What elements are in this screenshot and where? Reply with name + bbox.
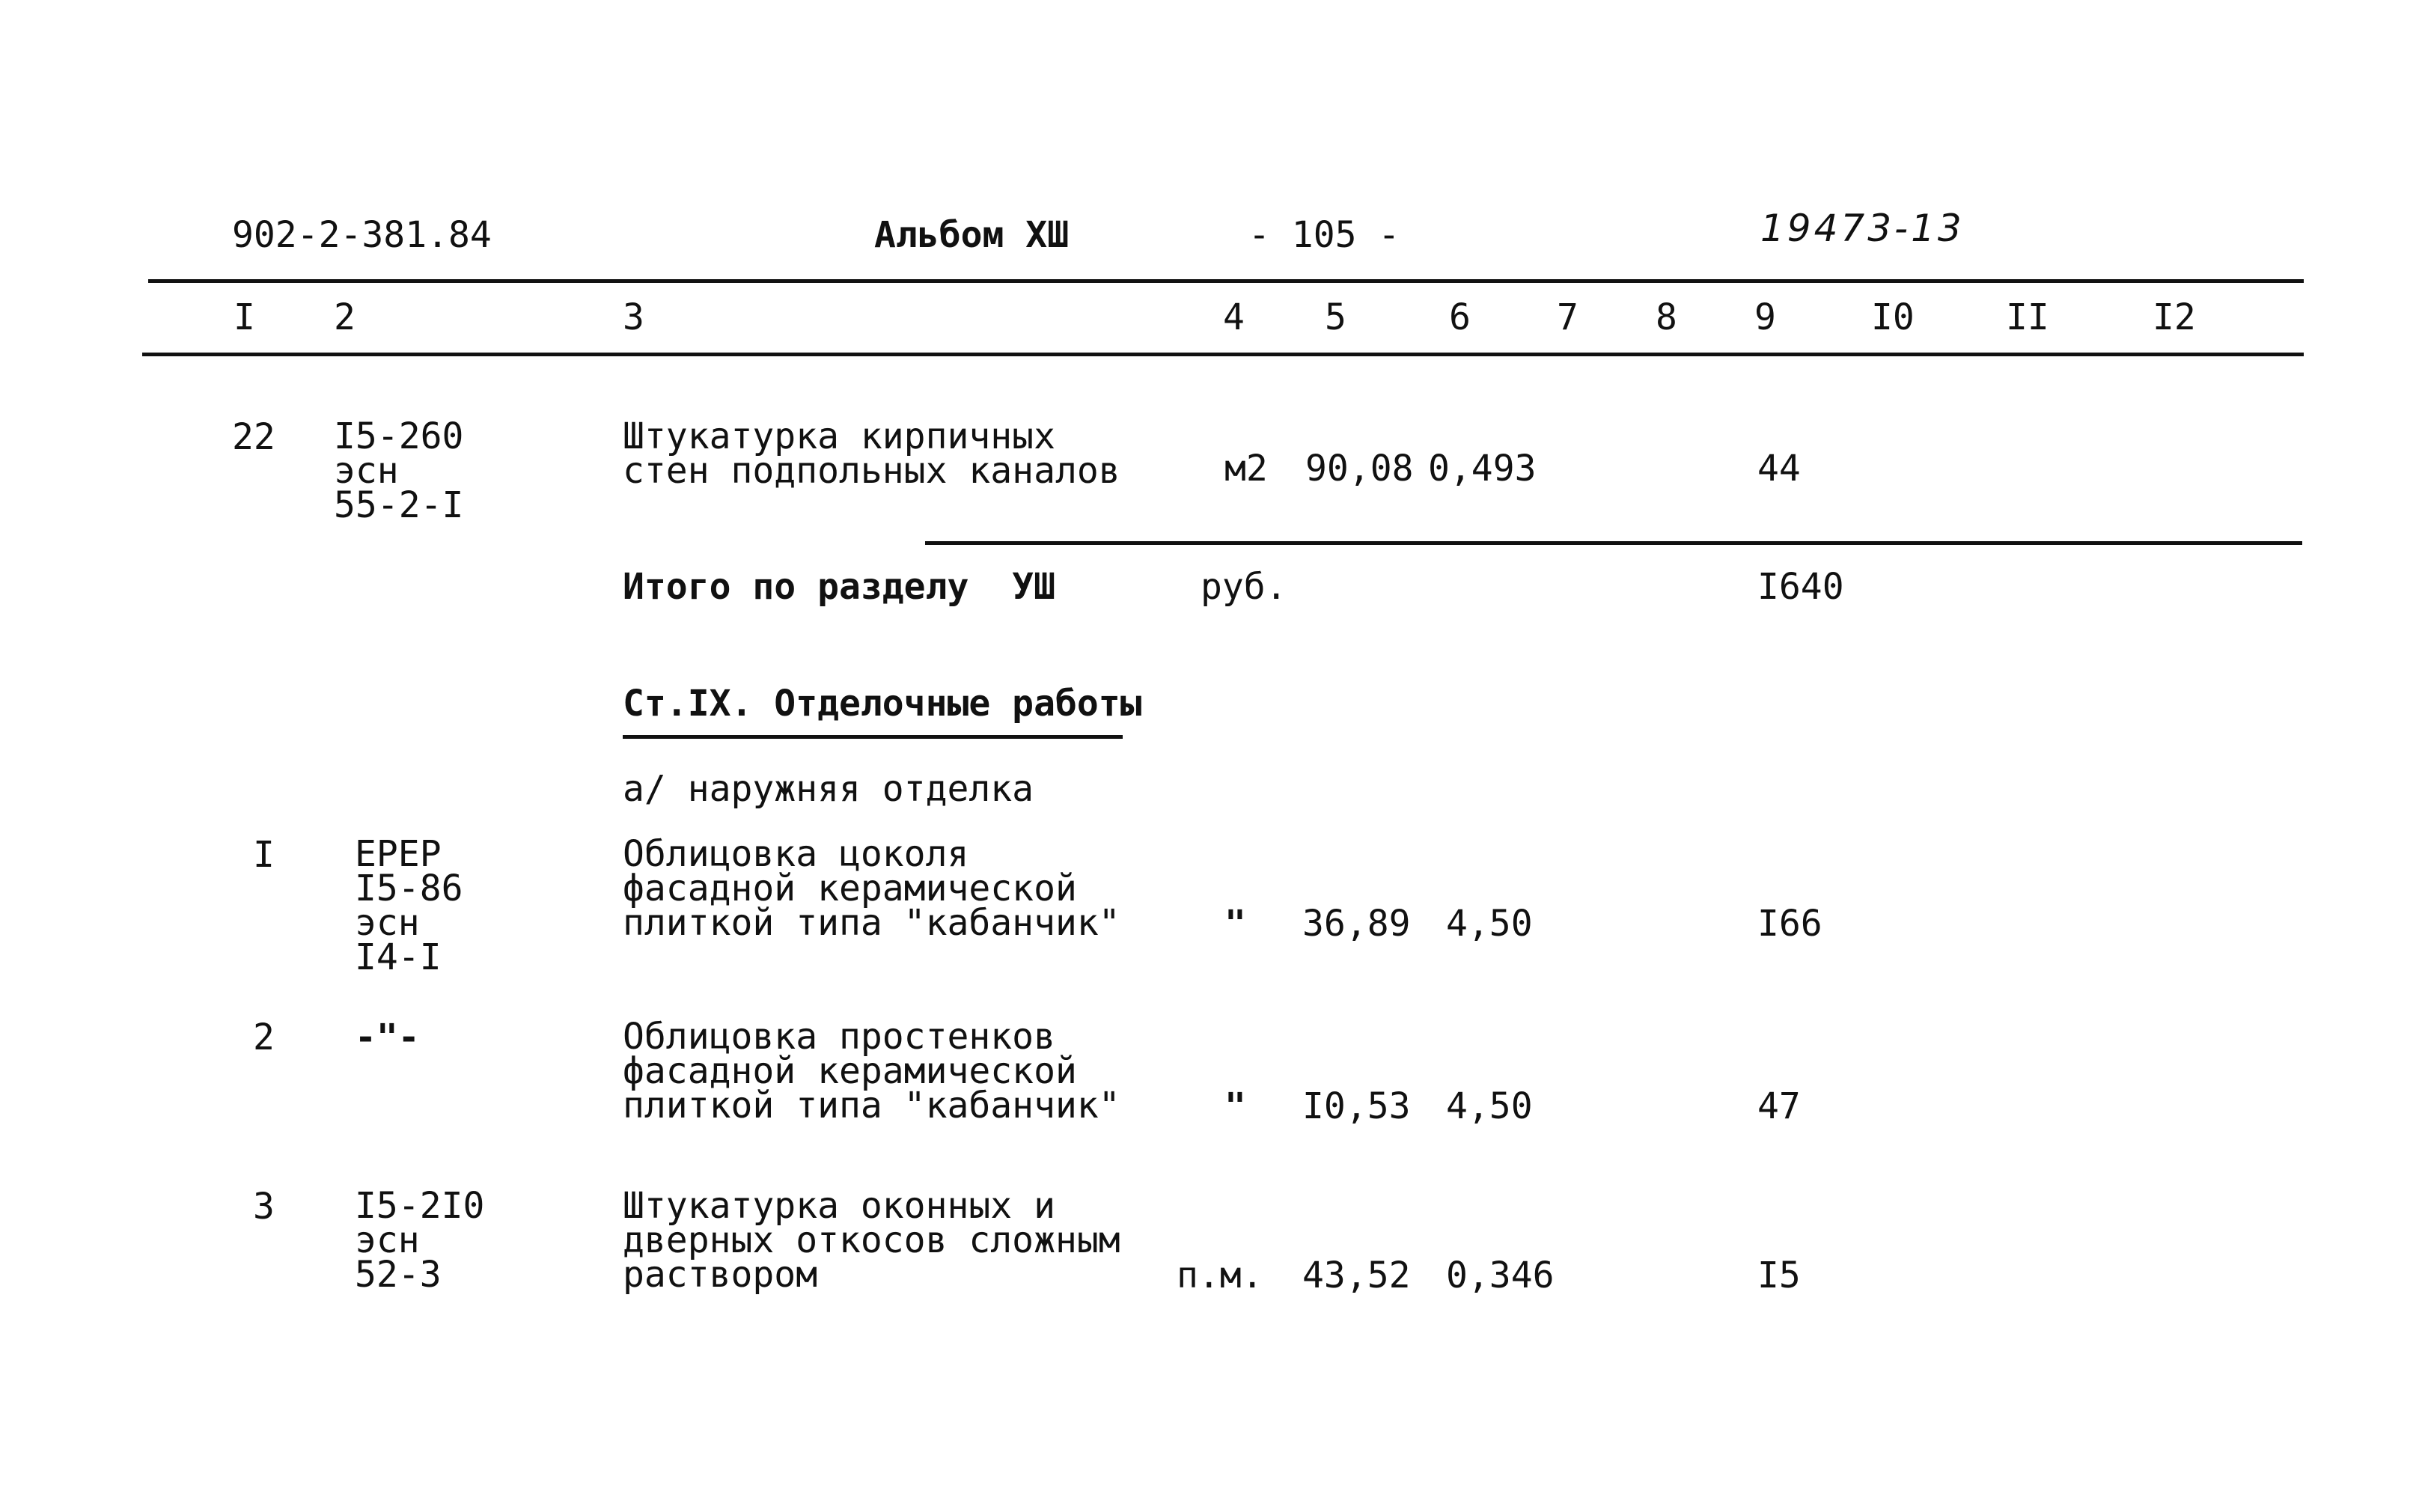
norm-value: 4,50 [1446, 1085, 1533, 1127]
col-2: 2 [334, 296, 356, 338]
subtotal-unit: руб. [1201, 566, 1287, 608]
section-title: Ст.IX. Отделочные работы [623, 683, 1142, 725]
col-5: 5 [1325, 296, 1346, 338]
subtotal-total: I640 [1757, 566, 1844, 608]
row-number: I [253, 834, 275, 876]
row-number: 22 [232, 416, 275, 458]
total-value: 44 [1757, 448, 1801, 490]
rate-code: ЕРЕР I5-86 эсн I4-I [355, 833, 463, 978]
col-11: II [2006, 296, 2049, 338]
unit: " [1224, 1085, 1246, 1127]
header-bottom-rule [142, 353, 2304, 356]
col-12: I2 [2153, 296, 2196, 338]
subsection-title: а/ наружняя отделка [623, 768, 1034, 810]
norm-value: 4,50 [1446, 903, 1533, 945]
quantity: 43,52 [1302, 1255, 1411, 1296]
col-4: 4 [1223, 296, 1245, 338]
rate-code: I5-260 эсн 55-2-I [334, 415, 464, 526]
col-7: 7 [1557, 296, 1578, 338]
col-3: 3 [623, 296, 644, 338]
unit: м2 [1224, 448, 1268, 490]
subtotal-label: Итого по разделу УШ [623, 566, 1055, 608]
col-10: I0 [1871, 296, 1915, 338]
subtotal-rule [925, 541, 2302, 545]
row-number: 2 [253, 1016, 275, 1058]
work-description: Облицовка цоколя фасадной керамической плиткой типа "кабанчик" [623, 833, 1120, 944]
header-top-rule [148, 279, 2304, 283]
quantity: 90,08 [1305, 448, 1414, 490]
album-title: Альбом ХШ [874, 214, 1070, 256]
row-number: 3 [253, 1186, 275, 1228]
work-description: Облицовка простенков фасадной керамической плиткой типа "кабанчик" [623, 1016, 1120, 1127]
unit: п.м. [1177, 1255, 1263, 1296]
unit: " [1224, 903, 1246, 945]
doc-code: 902-2-381.84 [232, 214, 492, 256]
col-1: I [234, 296, 255, 338]
norm-value: 0,346 [1446, 1255, 1555, 1296]
quantity: 36,89 [1302, 903, 1411, 945]
page-number: - 105 - [1248, 214, 1400, 256]
col-6: 6 [1449, 296, 1471, 338]
section-title-underline [623, 735, 1123, 739]
quantity: I0,53 [1302, 1085, 1411, 1127]
inventory-number: 19473-13 [1760, 207, 1965, 250]
total-value: I5 [1757, 1255, 1801, 1296]
norm-value: 0,493 [1428, 448, 1537, 490]
total-value: I66 [1757, 903, 1822, 945]
rate-code: -"- [355, 1016, 420, 1058]
work-description: Штукатурка оконных и дверных откосов сложным раствором [623, 1185, 1120, 1296]
work-description: Штукатурка кирпичных стен подпольных каналов [623, 415, 1120, 492]
total-value: 47 [1757, 1085, 1801, 1127]
col-9: 9 [1754, 296, 1776, 338]
rate-code: I5-2I0 эсн 52-3 [355, 1185, 485, 1296]
col-8: 8 [1656, 296, 1677, 338]
